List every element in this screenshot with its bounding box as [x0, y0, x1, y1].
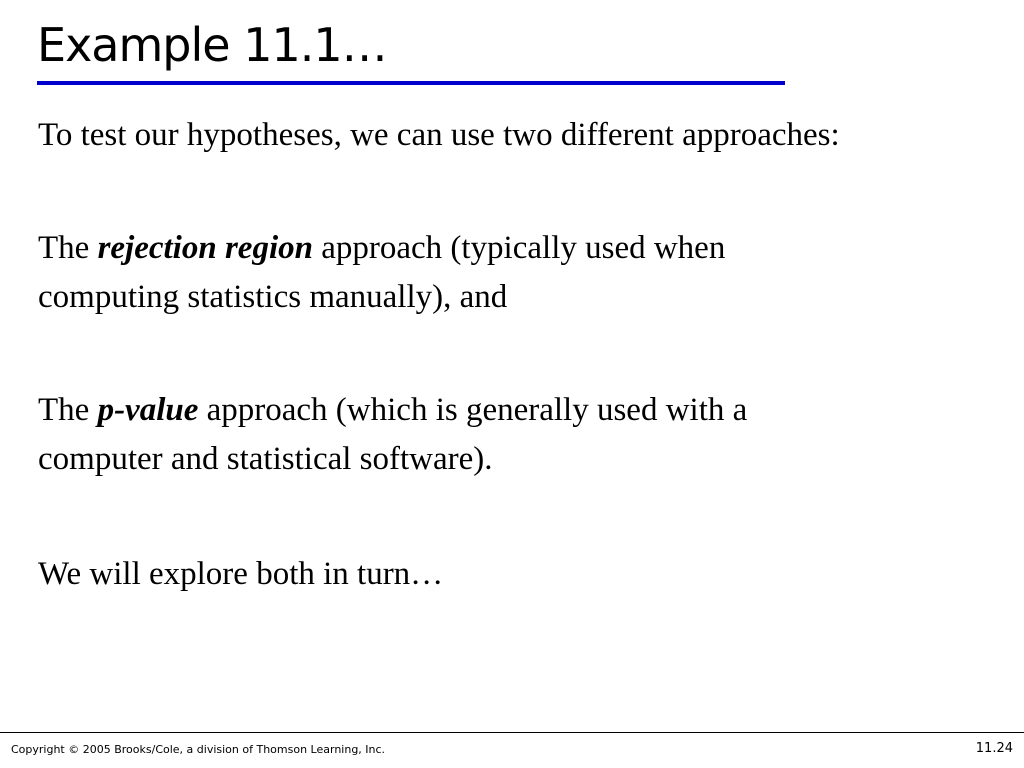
- intro-paragraph: To test our hypotheses, we can use two different approaches:: [38, 117, 840, 153]
- rejection-region-prefix: The: [38, 230, 98, 266]
- footer-divider: [0, 732, 1024, 733]
- rejection-region-paragraph: [38, 224, 725, 322]
- closing-paragraph: We will explore both in turn…: [38, 556, 444, 592]
- p-value-prefix: The: [38, 392, 98, 428]
- p-value-line2: computer and statistical software).: [38, 441, 493, 477]
- slide-title: Example 11.1…: [37, 18, 387, 72]
- slide-number: 11.24: [975, 741, 1013, 756]
- p-value-paragraph: [38, 386, 747, 484]
- rejection-region-line1: approach (typically used when: [312, 230, 726, 266]
- p-value-line1: approach (which is generally used with a: [198, 392, 748, 428]
- copyright-notice: Copyright © 2005 Brooks/Cole, a division of Thomson Learning, Inc.: [11, 743, 386, 756]
- p-value-term: p-value: [97, 392, 199, 428]
- title-underline: [37, 81, 785, 85]
- rejection-region-term: rejection region: [97, 230, 313, 266]
- rejection-region-line2: computing statistics manually), and: [38, 279, 508, 315]
